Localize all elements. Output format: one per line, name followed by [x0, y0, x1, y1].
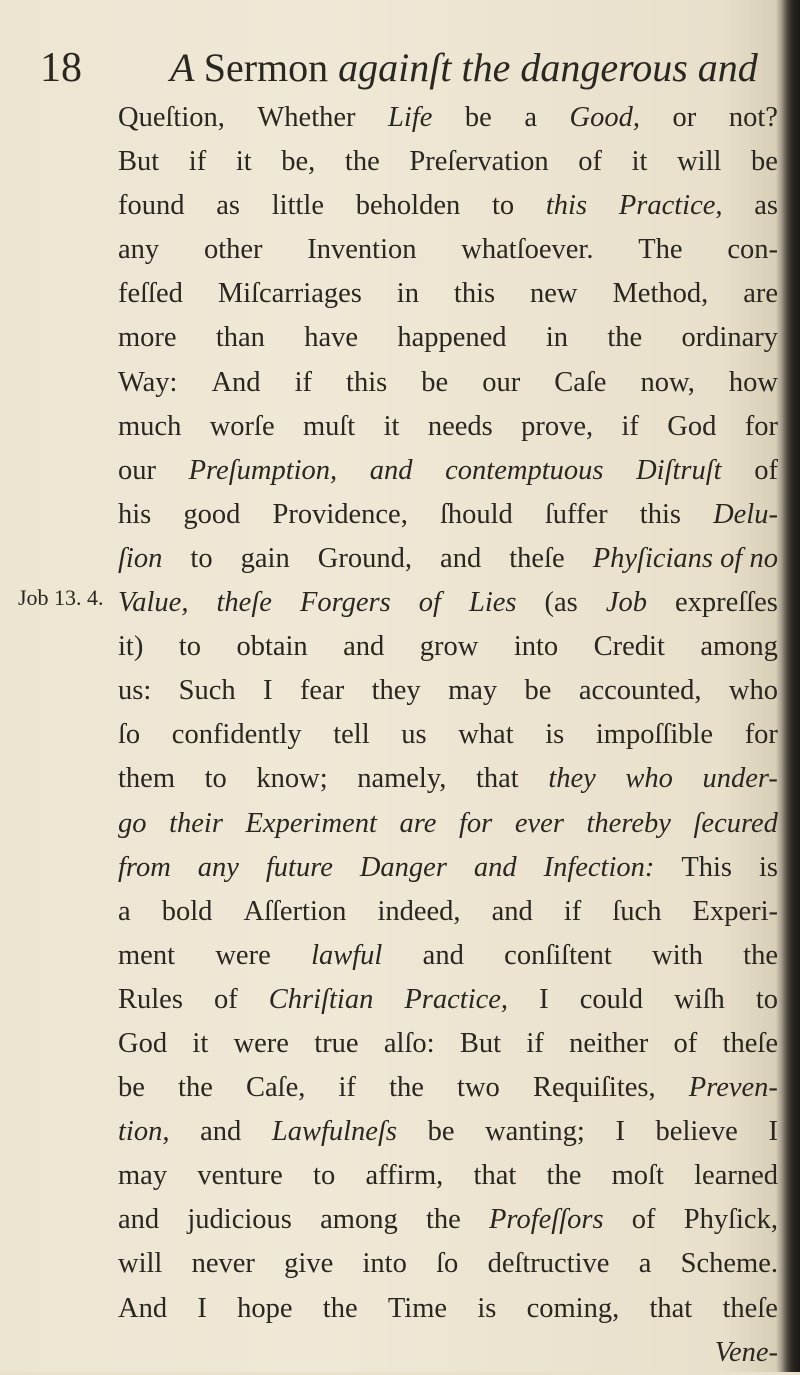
running-head-article: A: [170, 45, 204, 90]
text-word: the: [344, 146, 380, 178]
text-word: be: [427, 1116, 455, 1148]
text-word: go: [118, 807, 147, 839]
text-word: to: [204, 763, 227, 795]
text-line: [118, 934, 778, 978]
text-word: new: [530, 278, 578, 310]
text-line: [118, 1198, 778, 1242]
text-word: be: [751, 146, 778, 178]
text-word: alſo:: [383, 1027, 435, 1059]
text-word: it: [631, 146, 648, 178]
text-word: Preſumption,: [188, 454, 338, 486]
text-word: are: [743, 278, 778, 310]
page-edge-shadow: [782, 0, 800, 1372]
text-line: [118, 581, 778, 625]
text-word: what: [458, 719, 514, 751]
text-line: [118, 757, 778, 801]
text-word: moſt: [611, 1160, 664, 1192]
text-word: of: [418, 587, 441, 619]
text-word: I: [539, 983, 549, 1015]
text-word: ſo: [436, 1248, 459, 1280]
text-line: [118, 405, 778, 449]
text-word: if: [294, 366, 313, 398]
text-word: for: [459, 807, 493, 839]
text-word: they: [371, 675, 421, 707]
text-word: were: [233, 1027, 289, 1059]
text-word: namely,: [357, 763, 447, 795]
text-word: the: [178, 1072, 213, 1104]
text-word: ſuffer: [544, 498, 608, 530]
text-word: fear: [299, 675, 345, 707]
text-word: much: [118, 410, 182, 442]
text-word: hope: [237, 1292, 293, 1324]
text-word: for: [744, 719, 778, 751]
text-word: the: [425, 1204, 461, 1236]
text-word: Lawfulneſs: [271, 1116, 397, 1148]
text-word: or: [672, 102, 697, 133]
text-word: be: [464, 102, 492, 133]
text-word: accounted,: [578, 675, 702, 707]
text-word: Delu-: [713, 498, 778, 530]
text-line: [118, 978, 778, 1022]
text-line: [118, 713, 778, 757]
text-word: and: [118, 1204, 160, 1236]
text-word: Requiſites,: [532, 1072, 656, 1104]
text-word: the: [546, 1160, 582, 1192]
text-word: theſe: [509, 542, 565, 574]
text-word: as: [754, 190, 778, 222]
text-word: ſecured: [693, 807, 778, 839]
text-word: they: [548, 763, 596, 795]
text-word: ſo: [118, 719, 141, 751]
text-word: whatſoever.: [461, 234, 594, 266]
text-word: their: [169, 807, 223, 839]
text-word: in: [396, 278, 419, 310]
text-word: the: [607, 322, 643, 354]
text-word: grow: [419, 631, 479, 663]
text-word: among: [700, 631, 778, 663]
body-text: [118, 96, 778, 1375]
text-word: tion,: [118, 1116, 170, 1148]
text-word: Preſervation: [409, 146, 549, 178]
text-line: [118, 1331, 778, 1375]
text-word: us: [401, 719, 427, 751]
text-word: Queſtion,: [118, 102, 225, 133]
text-line: [118, 361, 778, 405]
text-word: as: [216, 190, 240, 222]
text-word: Experiment: [245, 807, 377, 839]
text-word: to: [313, 1160, 336, 1192]
text-word: may: [118, 1160, 168, 1192]
text-word: Preven-: [688, 1072, 778, 1104]
page-header: [0, 44, 800, 100]
text-word: this: [545, 190, 588, 222]
text-word: and: [491, 895, 533, 927]
text-word: for: [744, 410, 778, 442]
text-word: our: [482, 366, 521, 398]
text-word: will: [677, 146, 722, 178]
text-word: But: [118, 146, 160, 178]
text-word: now,: [640, 366, 695, 398]
text-word: to: [178, 631, 201, 663]
text-word: beholden: [355, 190, 461, 222]
text-word: two: [457, 1072, 500, 1104]
text-word: confidently: [171, 719, 302, 751]
text-word: may: [448, 675, 498, 707]
text-word: could: [579, 983, 644, 1015]
text-word: than: [215, 322, 265, 354]
text-word: any: [197, 851, 239, 883]
text-line: [118, 669, 778, 713]
text-word: Life: [388, 102, 433, 133]
text-word: and: [343, 631, 385, 663]
text-word: ſhould: [439, 498, 513, 530]
text-word: of: [631, 1204, 656, 1236]
text-word: future: [265, 851, 333, 883]
text-line: [118, 493, 778, 537]
text-word: is: [758, 851, 778, 883]
text-word: and: [473, 851, 517, 883]
text-word: among: [320, 1204, 398, 1236]
text-word: Vene-: [714, 1336, 778, 1368]
text-word: Caſe: [554, 366, 607, 398]
text-word: muſt: [302, 410, 356, 442]
text-word: Way:: [118, 366, 178, 398]
text-word: Infection:: [543, 851, 655, 883]
text-line: [118, 96, 778, 140]
text-word: Miſcarriages: [217, 278, 362, 310]
text-word: this: [453, 278, 496, 310]
text-word: con-: [727, 234, 778, 266]
text-word: theſe: [722, 1027, 778, 1059]
text-word: with: [652, 939, 703, 971]
text-word: little: [271, 190, 324, 222]
text-word: to: [190, 542, 213, 574]
text-word: lawful: [311, 939, 383, 971]
text-word: a: [638, 1248, 652, 1280]
text-word: venture: [197, 1160, 283, 1192]
text-word: I: [615, 1116, 625, 1148]
text-word: from: [118, 851, 171, 883]
text-word: Chriſtian: [268, 983, 374, 1015]
text-word: Invention: [307, 234, 417, 266]
text-word: are: [399, 807, 437, 839]
text-word: to: [491, 190, 515, 222]
text-line: [118, 1154, 778, 1198]
text-word: believe: [655, 1116, 738, 1148]
text-word: and: [440, 542, 482, 574]
text-line: [118, 802, 778, 846]
text-word: if: [526, 1027, 544, 1059]
text-word: who: [625, 763, 673, 795]
text-word: a: [118, 895, 131, 927]
text-word: happened: [397, 322, 507, 354]
text-word: the: [743, 939, 778, 971]
text-word: ordinary: [681, 322, 778, 354]
text-word: judicious: [187, 1204, 292, 1236]
text-word: if: [338, 1072, 356, 1104]
text-line: [118, 272, 778, 316]
text-word: Lies: [468, 587, 517, 619]
text-word: Phyſick,: [683, 1204, 778, 1236]
text-word: our: [118, 454, 156, 486]
text-word: ſion: [118, 542, 163, 574]
text-word: thereby: [586, 807, 671, 839]
text-word: wiſh: [674, 983, 725, 1015]
marginal-citation: Job 13. 4.: [18, 585, 104, 610]
text-word: Such: [178, 675, 236, 707]
text-word: in: [545, 322, 569, 354]
text-word: that: [473, 1160, 517, 1192]
text-word: under-: [702, 763, 778, 795]
text-word: Ground,: [317, 542, 412, 574]
text-word: And: [118, 1292, 168, 1324]
text-word: true: [314, 1027, 359, 1059]
text-word: Profeſſors: [489, 1204, 604, 1236]
text-word: found: [118, 190, 185, 222]
text-word: good: [183, 498, 241, 530]
text-word: of: [673, 1027, 698, 1059]
text-word: us:: [118, 675, 152, 707]
page-number: 18: [40, 45, 82, 91]
text-word: of: [213, 983, 238, 1015]
text-word: the: [322, 1292, 358, 1324]
text-word: contemptuous: [445, 454, 604, 486]
text-line: [118, 1022, 778, 1066]
text-word: if: [563, 895, 582, 927]
text-word: Danger: [359, 851, 447, 883]
text-line: [118, 316, 778, 360]
text-word: The: [638, 234, 683, 266]
text-word: Method,: [612, 278, 709, 310]
text-word: God: [667, 410, 717, 442]
text-line: [118, 184, 778, 228]
text-word: prove,: [521, 410, 594, 442]
text-word: (as: [544, 587, 578, 619]
text-word: be: [524, 675, 552, 707]
text-word: if: [188, 146, 207, 178]
text-line: [118, 1242, 778, 1286]
text-word: more: [118, 322, 177, 354]
text-word: I: [768, 1116, 778, 1148]
text-word: is: [477, 1292, 497, 1324]
text-word: this: [346, 366, 388, 398]
text-word: never: [191, 1248, 255, 1280]
text-word: who: [728, 675, 778, 707]
text-word: give: [284, 1248, 334, 1280]
text-word: if: [621, 410, 639, 442]
text-word: Practice,: [618, 190, 723, 222]
text-word: Time: [387, 1292, 448, 1324]
text-line: [118, 228, 778, 272]
text-word: God: [118, 1027, 168, 1059]
text-word: Rules: [118, 983, 183, 1015]
text-word: any: [118, 234, 160, 266]
text-word: other: [203, 234, 263, 266]
text-word: Phyſicians of no: [592, 542, 778, 574]
text-word: learned: [694, 1160, 778, 1192]
text-word: it: [192, 1027, 209, 1059]
text-word: that: [649, 1292, 693, 1324]
text-line: [118, 890, 778, 934]
text-word: is: [545, 719, 565, 751]
text-line: [118, 1287, 778, 1331]
text-word: neither: [569, 1027, 649, 1059]
text-word: theſe: [216, 587, 272, 619]
text-word: and: [422, 939, 464, 971]
text-word: know;: [256, 763, 328, 795]
text-word: But: [459, 1027, 502, 1059]
text-word: needs: [427, 410, 493, 442]
text-line: [118, 1066, 778, 1110]
text-word: it: [383, 410, 400, 442]
text-word: feſſed: [118, 278, 183, 310]
text-word: ever: [514, 807, 564, 839]
running-head-subject: againſt the dangerous and: [338, 45, 758, 90]
running-head: [170, 44, 758, 91]
text-word: a: [524, 102, 538, 133]
text-word: into: [362, 1248, 407, 1280]
text-word: of: [578, 146, 603, 178]
text-word: Good,: [569, 102, 641, 133]
text-word: Diſtruſt: [636, 454, 722, 486]
text-word: ment: [118, 939, 175, 971]
text-word: Scheme.: [680, 1248, 778, 1280]
text-word: Caſe,: [246, 1072, 306, 1104]
text-word: were: [215, 939, 271, 971]
text-word: worſe: [209, 410, 275, 442]
text-word: be: [118, 1072, 145, 1104]
text-word: Experi-: [692, 895, 778, 927]
text-word: it: [235, 146, 252, 178]
text-word: have: [304, 322, 359, 354]
text-word: expreſſes: [675, 587, 778, 619]
text-word: be,: [281, 146, 316, 178]
text-word: theſe: [722, 1292, 778, 1324]
text-word: indeed,: [377, 895, 461, 927]
text-word: this: [639, 498, 681, 530]
text-word: Providence,: [272, 498, 408, 530]
text-word: the: [389, 1072, 424, 1104]
text-word: them: [118, 763, 175, 795]
text-word: wanting;: [485, 1116, 585, 1148]
text-word: deſtructive: [487, 1248, 610, 1280]
text-word: into: [513, 631, 559, 663]
text-word: tell: [333, 719, 370, 751]
text-word: it): [118, 631, 144, 663]
text-line: [118, 625, 778, 669]
text-word: obtain: [236, 631, 308, 663]
text-word: affirm,: [365, 1160, 444, 1192]
text-word: Practice,: [404, 983, 509, 1015]
text-word: coming,: [526, 1292, 620, 1324]
text-word: Whether: [257, 102, 356, 133]
text-word: Credit: [593, 631, 665, 663]
text-word: that: [475, 763, 519, 795]
text-word: be: [421, 366, 449, 398]
text-word: ſuch: [612, 895, 662, 927]
text-word: and: [369, 454, 413, 486]
text-word: will: [118, 1248, 163, 1280]
text-word: Aſſertion: [243, 895, 347, 927]
text-word: I: [263, 675, 273, 707]
text-word: of: [754, 454, 778, 486]
text-word: Forgers: [299, 587, 391, 619]
text-word: I: [197, 1292, 207, 1324]
text-line: [118, 537, 778, 581]
text-word: and: [200, 1116, 242, 1148]
text-line: [118, 846, 778, 890]
text-line: [118, 449, 778, 493]
text-word: impoſſible: [595, 719, 714, 751]
text-word: how: [728, 366, 778, 398]
text-word: This: [681, 851, 732, 883]
text-word: conſiſtent: [504, 939, 612, 971]
text-word: not?: [728, 102, 778, 133]
text-word: his: [118, 498, 152, 530]
text-word: Value,: [118, 587, 189, 619]
text-line: [118, 1110, 778, 1154]
text-word: to: [755, 983, 778, 1015]
text-word: bold: [161, 895, 213, 927]
text-line: [118, 140, 778, 184]
text-word: Job: [605, 587, 647, 619]
text-word: And: [211, 366, 261, 398]
text-word: gain: [240, 542, 290, 574]
running-head-sermon: Sermon: [203, 45, 339, 90]
